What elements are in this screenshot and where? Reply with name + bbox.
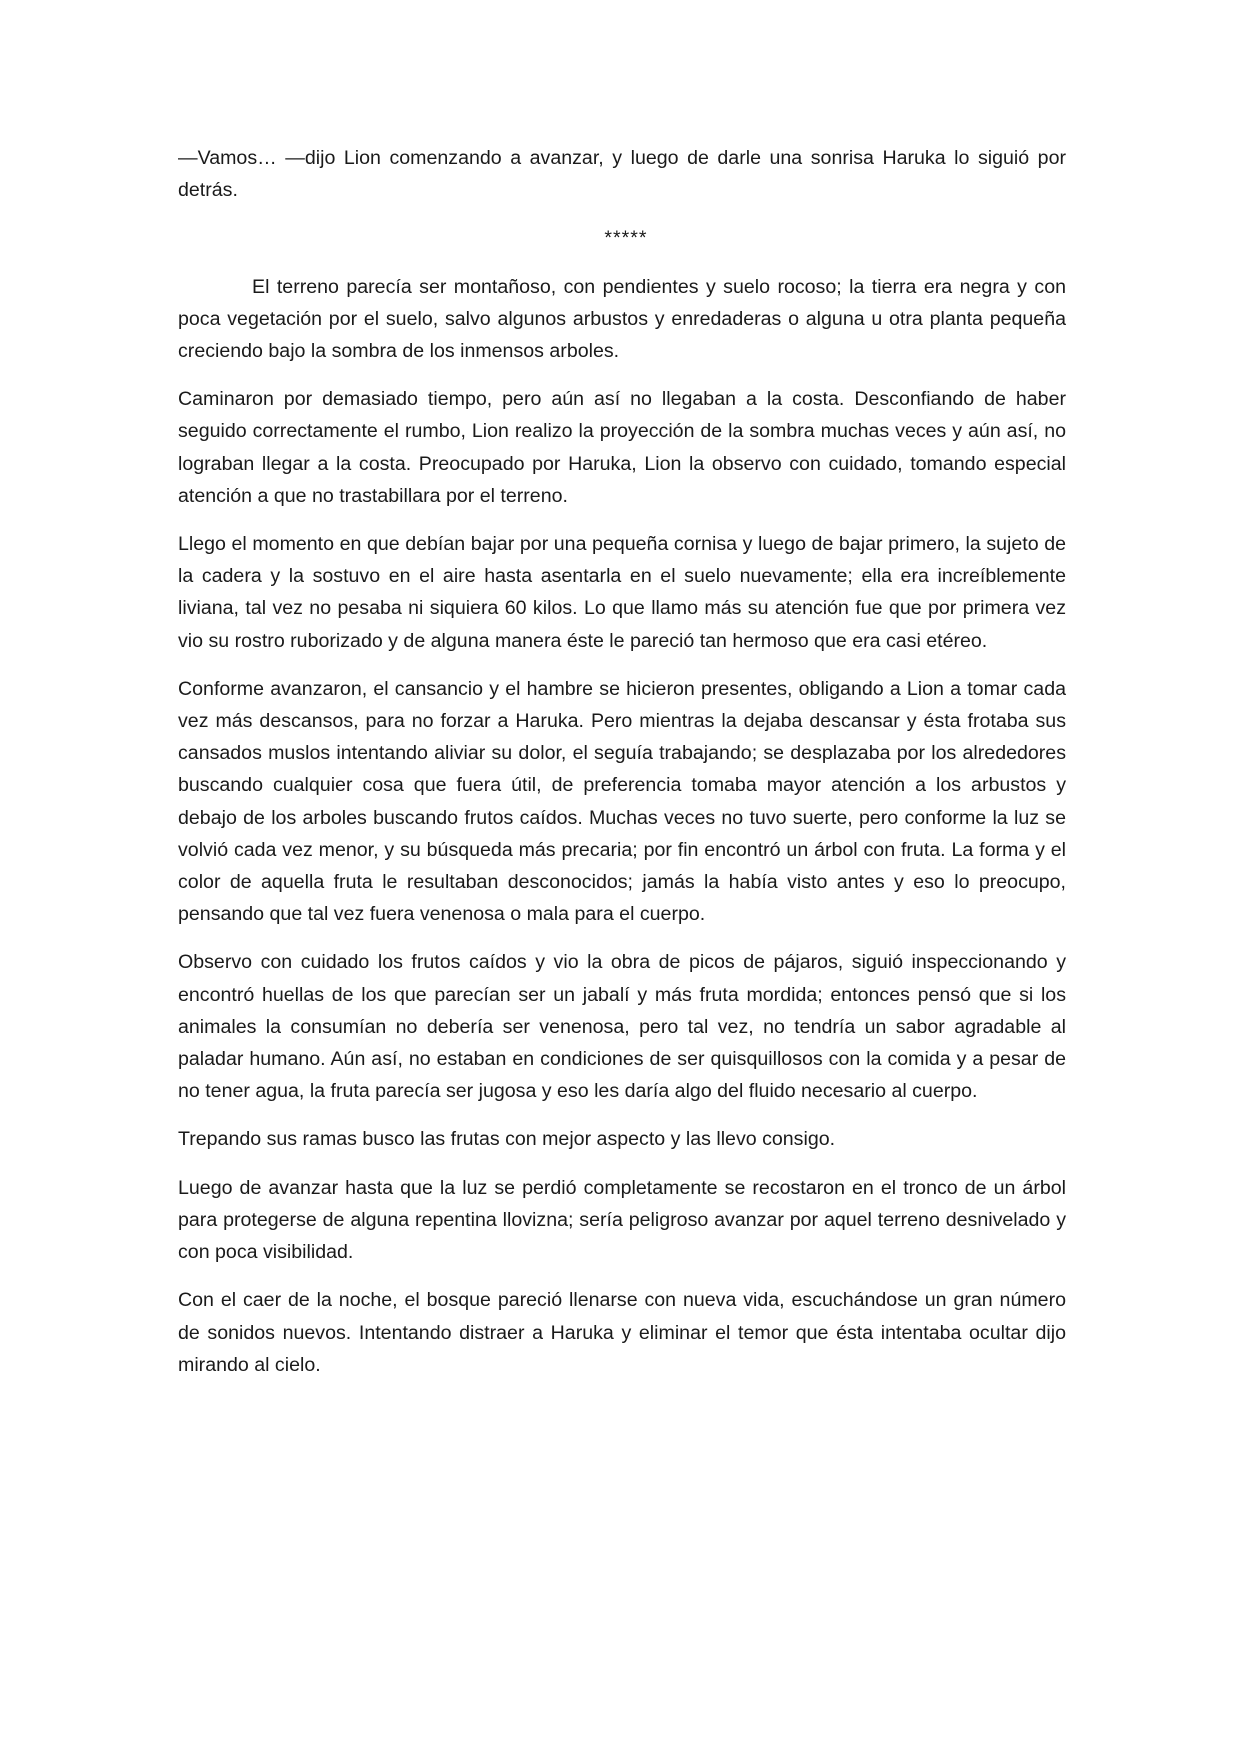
section-separator: ***** — [604, 227, 648, 250]
paragraph-rest: Luego de avanzar hasta que la luz se perdió completamente se recostaron en el tronco de un árbol para protegerse de alguna repentina llovizna; sería peligroso avanzar por aquel terreno desnivelado y con poca visibilidad. — [178, 1176, 1066, 1264]
paragraph-climbing: Trepando sus ramas busco las frutas con mejor aspecto y las llevo consigo. — [178, 1128, 836, 1151]
paragraph-night: Con el caer de la noche, el bosque pareció llenarse con nueva vida, escuchándose un gran número de sonidos nuevos. Intentando distraer a Haruka y eliminar el temor que ésta intentaba ocultar dijo mirando al cielo. — [178, 1289, 1066, 1376]
paragraph-fruit-inspection: Observo con cuidado los frutos caídos y vio la obra de picos de pájaros, siguió inspeccionando y encontró huellas de los que parecían ser un jabalí y más fruta mordida; entonces pensó que si los animales la consumían no debería ser venenosa, pero tal vez, no tendría un sabor agradable al paladar humano. Aún así, no estaban en condiciones de ser quisquillosos con la comida y a pesar de no tener agua, la fruta parecía ser jugosa y eso les daría algo del fluido necesario al cuerpo. — [178, 951, 1066, 1103]
paragraph-cornice: Llego el momento en que debían bajar por una pequeña cornisa y luego de bajar primero, la sujeto de la cadera y la sostuvo en el aire hasta asentarla en el suelo nuevamente; ella era increíblemente liviana, tal vez no pesaba ni siquiera 60 kilos. Lo que llamo más su atención fue que por primera vez vio su rostro ruborizado y de alguna manera éste le pareció tan hermoso que era casi etéreo. — [178, 533, 1066, 652]
document-page — [178, 142, 1066, 1397]
paragraph-walking: Caminaron por demasiado tiempo, pero aún así no llegaban a la costa. Desconfiando de haber seguido correctamente el rumbo, Lion realizo la proyección de la sombra muchas veces y aún así, no lograban llegar a la costa. Preocupado por Haruka, Lion la observo con cuidado, tomando especial atención a que no trastabillara por el terreno. — [178, 388, 1066, 507]
opening-paragraph: —Vamos… —dijo Lion comenzando a avanzar, y luego de darle una sonrisa Haruka lo siguió por detrás. — [178, 147, 1066, 202]
paragraph-terrain: El terreno parecía ser montañoso, con pendientes y suelo rocoso; la tierra era negra y con poca vegetación por el suelo, salvo algunos arbustos y enredaderas o alguna u otra planta pequeña creciendo bajo la sombra de los inmensos arboles. — [178, 275, 1066, 363]
paragraph-fatigue: Conforme avanzaron, el cansancio y el hambre se hicieron presentes, obligando a Lion a tomar cada vez más descansos, para no forzar a Haruka. Pero mientras la dejaba descansar y ésta frotaba sus cansados muslos intentando aliviar su dolor, el seguía trabajando; se desplazaba por los alrededores buscando cualquier cosa que fuera útil, de preferencia tomaba mayor atención a los arbustos y debajo de los arboles buscando frutos caídos. Muchas veces no tuvo suerte, pero conforme la luz se volvió cada vez menor, y su búsqueda más precaria; por fin encontró un árbol con fruta. La forma y el color de aquella fruta le resultaban desconocidos; jamás la había visto antes y eso lo preocupo, pensando que tal vez fuera venenosa o mala para el cuerpo. — [178, 677, 1066, 926]
